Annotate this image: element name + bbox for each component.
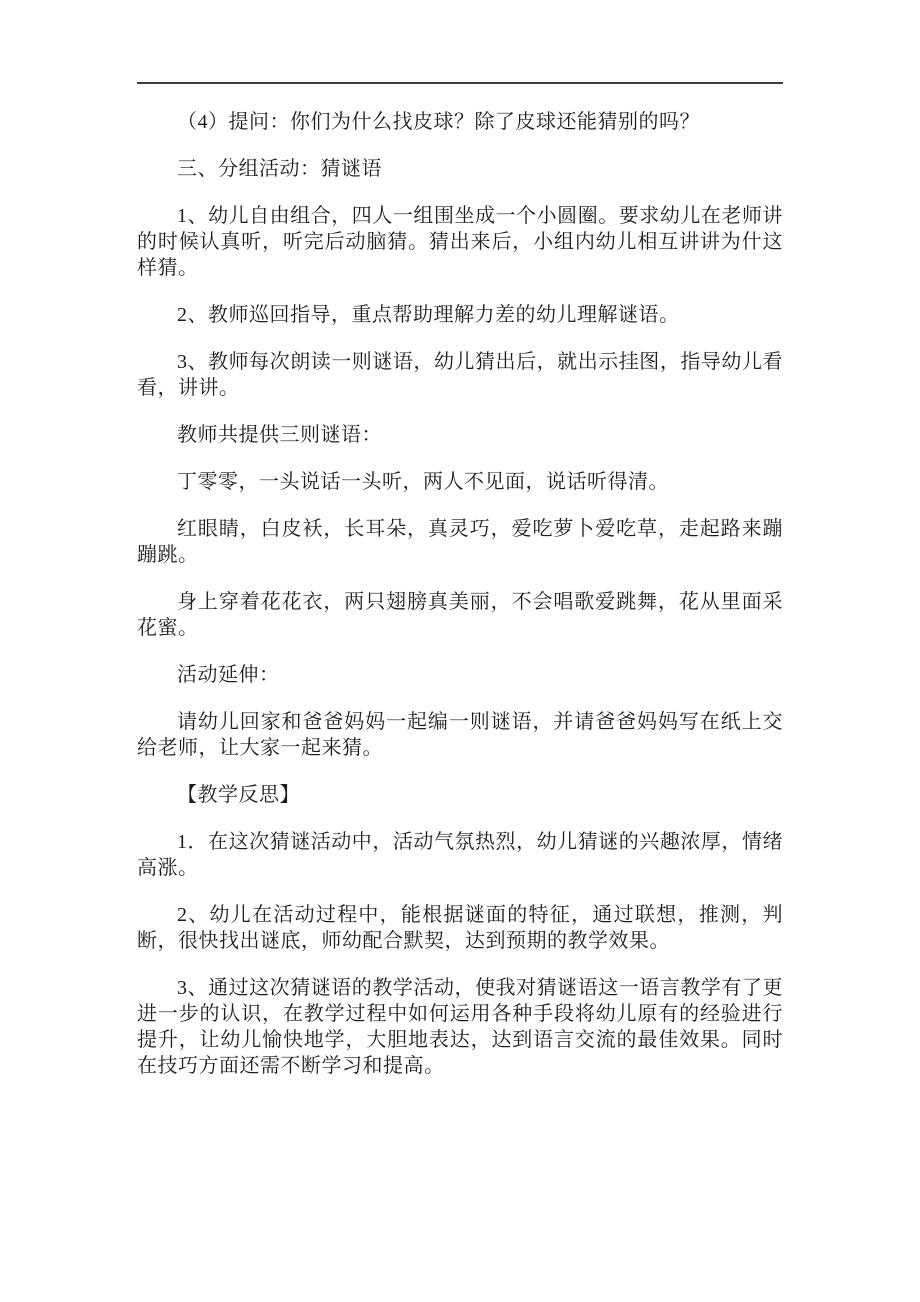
header-divider-line: [137, 82, 783, 84]
paragraph-riddle-3: 身上穿着花花衣，两只翅膀真美丽，不会唱歌爱跳舞，花从里面采花蜜。: [137, 591, 783, 639]
paragraph-extension-title: 活动延伸：: [177, 664, 280, 686]
paragraph-section-3-title: 三、分组活动：猜谜语: [177, 158, 382, 180]
paragraph-step-3: 3、教师每次朗读一则谜语，幼儿猜出后，就出示挂图，指导幼儿看看，讲讲。: [137, 351, 783, 399]
paragraph-step-2: 2、教师巡回指导，重点帮助理解力差的幼儿理解谜语。: [177, 304, 680, 326]
paragraph-reflection-3: 3、通过这次猜谜语的教学活动，使我对猜谜语这一语言教学有了更进一步的认识，在教学过程中如何运用各种手段将幼儿原有的经验进行提升，让幼儿愉快地学，大胆地表达，达到语言交流的最佳效果。同时在技巧方面还需不断学习和提高。: [137, 977, 783, 1077]
paragraph-extension-body: 请幼儿回家和爸爸妈妈一起编一则谜语，并请爸爸妈妈写在纸上交给老师，让大家一起来猜。: [137, 711, 783, 759]
paragraph-reflection-1: 1．在这次猜谜活动中，活动气氛热烈，幼儿猜谜的兴趣浓厚，情绪高涨。: [137, 831, 783, 879]
paragraph-reflection-2: 2、幼儿在活动过程中，能根据谜面的特征，通过联想，推测，判断，很快找出谜底，师幼配合默契，达到预期的教学效果。: [137, 904, 783, 952]
document-body: [137, 109, 783, 1079]
paragraph-question-4: （4）提问：你们为什么找皮球？除了皮球还能猜别的吗？: [177, 111, 700, 133]
paragraph-riddle-intro: 教师共提供三则谜语：: [177, 424, 382, 446]
paragraph-reflection-title: 【教学反思】: [177, 784, 300, 806]
paragraph-step-1: 1、幼儿自由组合，四人一组围坐成一个小圆圈。要求幼儿在老师讲的时候认真听，听完后动脑猜。猜出来后，小组内幼儿相互讲讲为什这样猜。: [137, 205, 783, 279]
paragraph-riddle-1: 丁零零，一头说话一头听，两人不见面，说话听得清。: [177, 471, 669, 493]
paragraph-riddle-2: 红眼睛，白皮袄，长耳朵，真灵巧，爱吃萝卜爱吃草，走起路来蹦蹦跳。: [137, 518, 783, 566]
